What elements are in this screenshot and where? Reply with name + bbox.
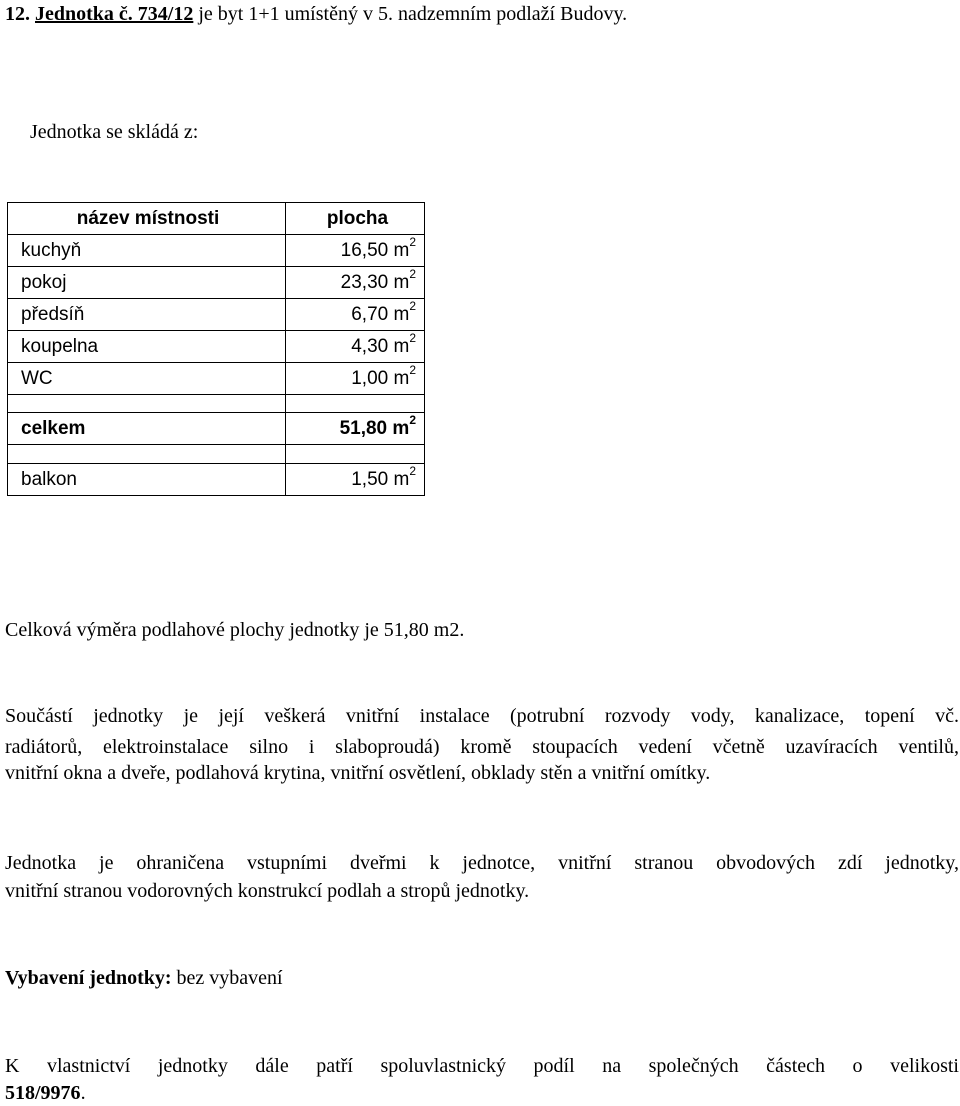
intro-text: Jednotka se skládá z: bbox=[30, 121, 199, 143]
room-name: kuchyň bbox=[8, 235, 286, 267]
boundary-paragraph-line-1: Jednotka je ohraničena vstupními dveřmi k jednotce, vnitřní stranou obvodových zdí jednotky, bbox=[5, 852, 959, 874]
heading-number: 12. bbox=[5, 3, 30, 25]
empty-row bbox=[8, 445, 425, 464]
room-area: 23,30 $m^2$ bbox=[286, 267, 425, 299]
room-name: koupelna bbox=[8, 331, 286, 363]
room-area: 6,70 $m^2$ bbox=[286, 299, 425, 331]
room-area: 16,50 $m^2$ bbox=[286, 235, 425, 267]
table-row bbox=[8, 299, 425, 331]
total-label: celkem bbox=[8, 413, 286, 445]
unit-label: Jednotka č. 734/12 bbox=[35, 3, 194, 25]
empty-row bbox=[8, 395, 425, 413]
installations-paragraph-line-2: radiátorů, elektroinstalace silno i slaboproudá) kromě stoupacích vedení včetně uzavíracích ventilů, bbox=[5, 736, 959, 758]
room-area: 1,00 $m^2$ bbox=[286, 363, 425, 395]
ownership-share: 518/9976 bbox=[5, 1082, 81, 1104]
table-row bbox=[8, 267, 425, 299]
boundary-paragraph-line-2: vnitřní stranou vodorovných konstrukcí podlah a stropů jednotky. bbox=[5, 880, 530, 902]
table-row bbox=[8, 363, 425, 395]
room-name: pokoj bbox=[8, 267, 286, 299]
balcony-label: balkon bbox=[8, 464, 286, 496]
column-header-area: plocha bbox=[286, 203, 425, 235]
room-name: WC bbox=[8, 363, 286, 395]
table-row bbox=[8, 331, 425, 363]
equipment-value: bez vybavení bbox=[171, 967, 283, 989]
room-name: předsíň bbox=[8, 299, 286, 331]
table-row bbox=[8, 235, 425, 267]
heading-description: je byt 1+1 umístěný v 5. nadzemním podlaží Budovy. bbox=[193, 3, 628, 25]
rooms-table bbox=[7, 202, 425, 496]
balcony-area: 1,50 $m^2$ bbox=[286, 464, 425, 496]
equipment-statement bbox=[5, 965, 959, 991]
total-area-statement: Celková výměra podlahové plochy jednotky je 51,80 m2. bbox=[5, 619, 465, 641]
table-header-row bbox=[8, 203, 425, 235]
installations-paragraph-line-3: vnitřní okna a dveře, podlahová krytina, vnitřní osvětlení, obklady stěn a vnitřní omítky. bbox=[5, 762, 711, 784]
equipment-label: Vybavení jednotky: bbox=[5, 967, 172, 989]
unit-heading bbox=[5, 2, 627, 26]
installations-paragraph-line-1: Součástí jednotky je její veškerá vnitřní instalace (potrubní rozvody vody, kanalizace, topení vč. bbox=[5, 705, 959, 727]
total-area: 51,80 $m^2$ bbox=[286, 413, 425, 445]
total-row bbox=[8, 413, 425, 445]
column-header-name: název místnosti bbox=[8, 203, 286, 235]
room-area: 4,30 $m^2$ bbox=[286, 331, 425, 363]
balcony-row bbox=[8, 464, 425, 496]
ownership-paragraph-line-2: 518/9976. bbox=[5, 1082, 86, 1104]
ownership-paragraph-line-1: K vlastnictví jednotky dále patří spoluvlastnický podíl na společných částech o velikosti bbox=[5, 1055, 959, 1077]
